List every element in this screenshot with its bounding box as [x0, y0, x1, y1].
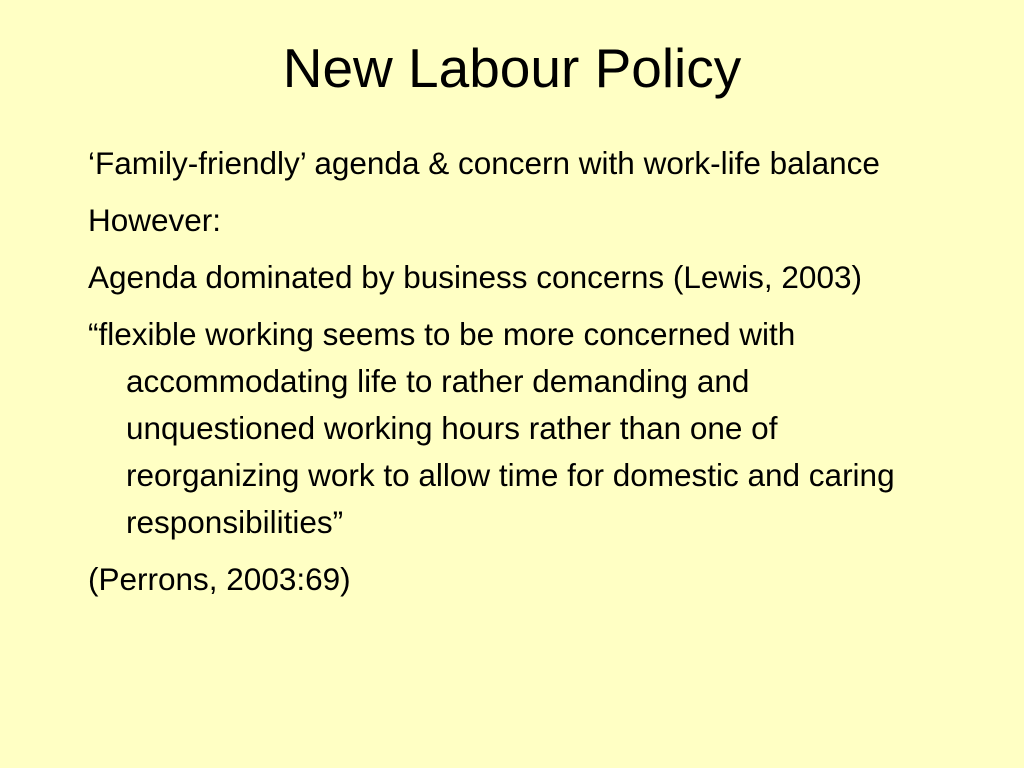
- point-however: However:: [88, 202, 222, 238]
- point-citation: (Perrons, 2003:69): [88, 561, 351, 597]
- point-family-friendly-agenda: ‘Family-friendly’ agenda & concern with work-life balance: [88, 145, 880, 181]
- point-flexible-working-quote: “flexible working seems to be more concerned with accommodating life to rather demanding and unquestioned working hours rather than one of reorganizing work to allow time for domestic and caring responsibilities”: [88, 316, 895, 540]
- slide-body: [88, 140, 938, 613]
- point-business-concerns: Agenda dominated by business concerns (Lewis, 2003): [88, 259, 862, 295]
- slide-title: New Labour Policy: [282, 37, 742, 99]
